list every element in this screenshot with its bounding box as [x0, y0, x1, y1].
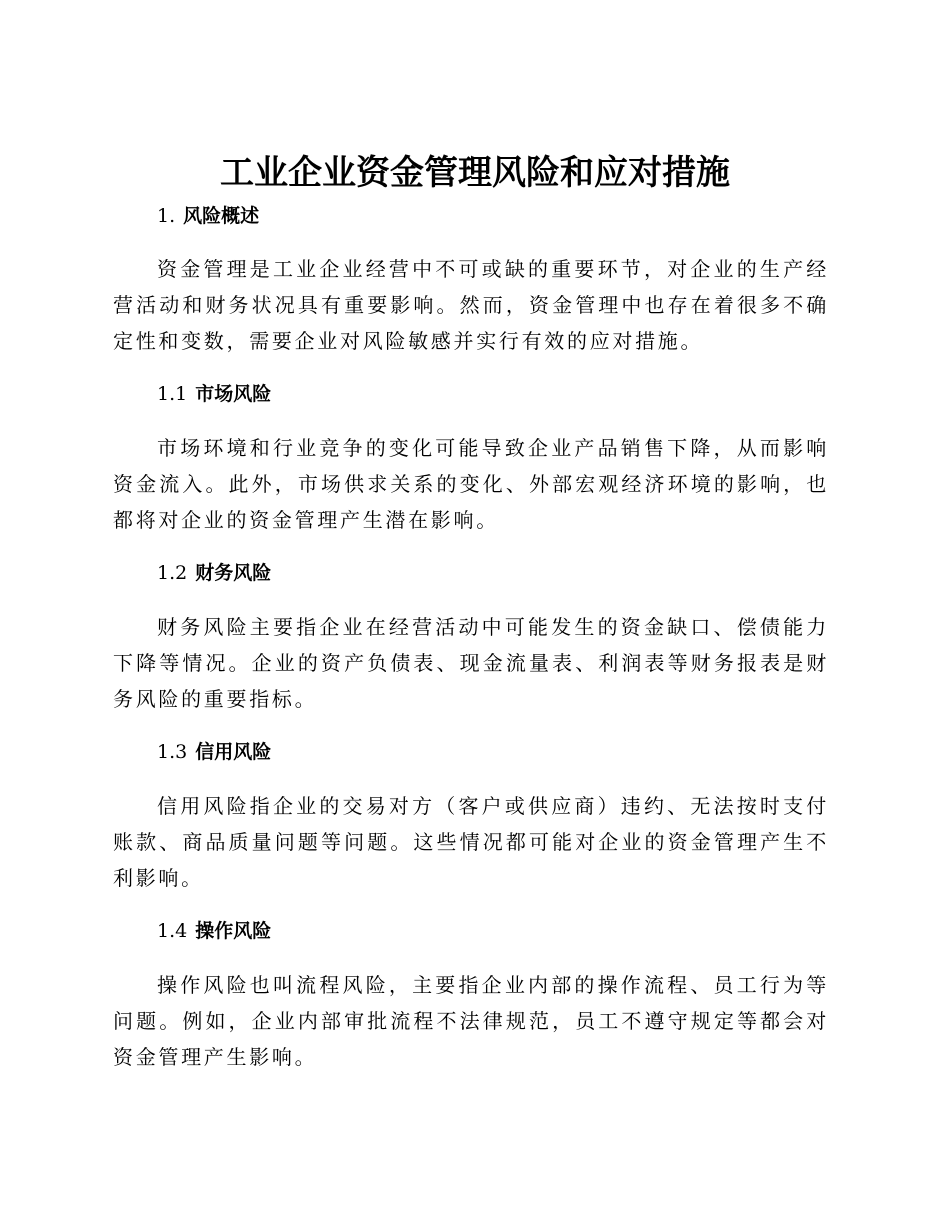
section-heading-financial-risk — [157, 558, 271, 588]
section-heading-overview — [157, 201, 259, 231]
paragraph-financial-risk: 财务风险主要指企业在经营活动中可能发生的资金缺口、偿债能力下降等情况。企业的资产负债表、现金流量表、利润表等财务报表是财务风险的重要指标。 — [113, 615, 829, 711]
section-number: 1.1 — [157, 383, 188, 405]
paragraph-credit-risk: 信用风险指企业的交易对方（客户或供应商）违约、无法按时支付账款、商品质量问题等问题。这些情况都可能对企业的资金管理产生不利影响。 — [113, 794, 829, 890]
paragraph-market-risk: 市场环境和行业竞争的变化可能导致企业产品销售下降，从而影响资金流入。此外，市场供求关系的变化、外部宏观经济环境的影响，也都将对企业的资金管理产生潜在影响。 — [113, 436, 829, 532]
page-title: 工业企业资金管理风险和应对措施 — [220, 153, 730, 193]
section-heading-credit-risk — [157, 737, 271, 767]
section-title: 风险概述 — [183, 205, 260, 227]
section-title: 操作风险 — [195, 920, 272, 942]
paragraph-operational-risk: 操作风险也叫流程风险，主要指企业内部的操作流程、员工行为等问题。例如，企业内部审批流程不法律规范，员工不遵守规定等都会对资金管理产生影响。 — [113, 973, 829, 1069]
section-number: 1. — [157, 205, 176, 227]
section-heading-market-risk — [157, 379, 271, 409]
section-title: 财务风险 — [195, 562, 272, 584]
section-number: 1.4 — [157, 920, 188, 942]
section-heading-operational-risk — [157, 916, 271, 946]
section-title: 信用风险 — [195, 741, 272, 763]
section-title: 市场风险 — [195, 383, 272, 405]
paragraph-overview: 资金管理是工业企业经营中不可或缺的重要环节，对企业的生产经营活动和财务状况具有重要影响。然而，资金管理中也存在着很多不确定性和变数，需要企业对风险敏感并实行有效的应对措施。 — [113, 257, 829, 353]
section-number: 1.3 — [157, 741, 188, 763]
section-number: 1.2 — [157, 562, 188, 584]
